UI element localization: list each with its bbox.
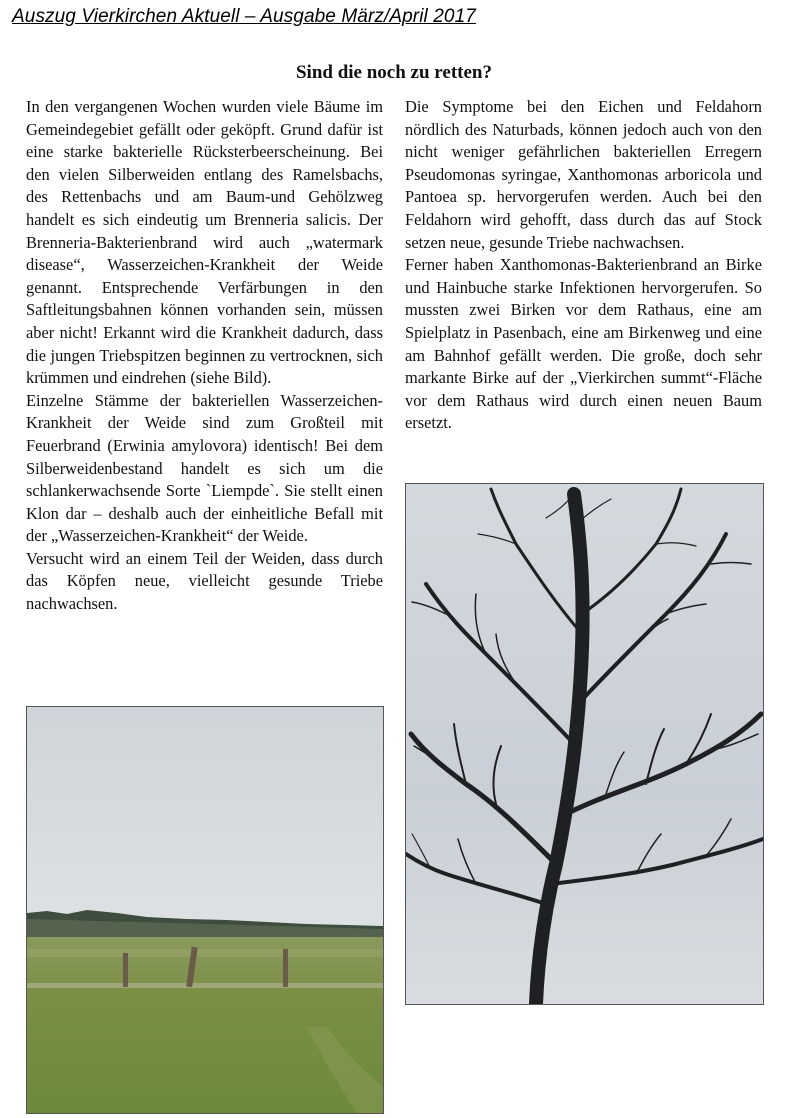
- paragraph: Versucht wird an einem Teil der Weiden, dass durch das Köpfen neue, vielleicht gesunde Triebe nachwachsen.: [26, 548, 383, 614]
- article-left-column: [26, 96, 383, 616]
- paragraph: Ferner haben Xanthomonas-Bakterienbrand an Birke und Hainbuche starke Infektionen hervorgerufen. So mussten zwei Birken vor dem Rathaus, eine am Spielplatz in Pasenbach, eine am Birkenweg und eine am Bahnhof gefällt werden. Die große, doch sehr markante Birke auf der „Vierkirchen summt“-Fläche vor dem Rathaus wird durch einen neuen Baum ersetzt.: [405, 255, 762, 433]
- bare-tree-photo: [405, 483, 764, 1005]
- paragraph: Einzelne Stämme der bakteriellen Wasserzeichen-Krankheit der Weide sind zum Großteil mit Feuerbrand (Erwinia amylovora) identisch! Bei dem Silberweidenbestand handelt es sich um die schlankerwachsende Sorte `Liempde`. Sie stellt einen Klon dar – deshalb auch der einheitliche Befall mit der „Wasserzeichen-Krankheit“ der Weide.: [26, 390, 383, 546]
- pollarded-willows-field-photo-icon: [27, 707, 383, 1113]
- paragraph: Die Symptome bei den Eichen und Feldahorn nördlich des Naturbads, können jedoch auch von den nicht weniger gefährlichen bakteriellen Erregern Pseudomonas syringae, Xanthomonas arboricola und Pantoea sp. hervorgerufen werden. Auch bei den Feldahorn wird gehofft, dass durch das auf Stock setzen neue, gesunde Triebe nachwachsen.: [405, 97, 762, 252]
- article-right-column: [405, 96, 762, 435]
- bare-birch-tree-photo-icon: [406, 484, 763, 1004]
- pollarded-willows-photo: [26, 706, 384, 1114]
- newsletter-header: Auszug Vierkirchen Aktuell – Ausgabe März/April 2017: [12, 6, 476, 27]
- article-title: Sind die noch zu retten?: [295, 62, 492, 83]
- paragraph: In den vergangenen Wochen wurden viele Bäume im Gemeindegebiet gefällt oder geköpft. Grund dafür ist eine starke bakterielle Rücksterbeerscheinung. Bei den vielen Silberweiden entlang des Ramelsbachs, des Rettenbachs und am Baum-und Gehölzweg handelt es sich eindeutig um Brenneria salicis. Der Brenneria-Bakterienbrand wird auch „watermark disease“, Wasserzeichen-Krankheit der Weide genannt. Entsprechende Verfärbungen in den Saftleitungsbahnen können vorhanden sein, müssen aber nicht! Erkannt wird die Krankheit dadurch, dass die jungen Triebspitzen beginnen zu vertrocknen, sich krümmen und eindrehen (siehe Bild).: [26, 97, 383, 388]
